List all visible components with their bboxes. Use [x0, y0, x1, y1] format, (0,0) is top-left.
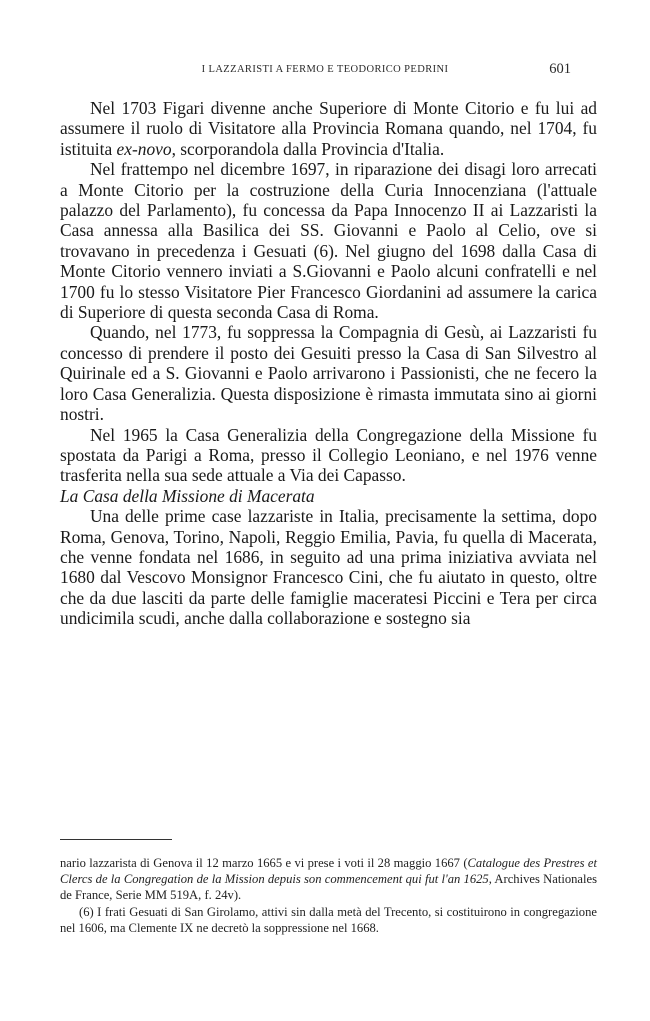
footnote-cont-text-a: nario lazzarista di Genova il 12 marzo 1665 e vi prese i voti il 28 maggio 1667 ( — [60, 856, 468, 870]
paragraph-4: Nel 1965 la Casa Generalizia della Congregazione della Missione fu spostata da Parigi a Roma, presso il Collegio Leoniano, e nel 1976 venne trasferita nella sua sede attuale a Via dei Capasso. — [60, 424, 597, 486]
paragraph-1-italic: ex-novo — [116, 138, 172, 159]
footnote-continuation — [60, 855, 597, 904]
footnotes — [60, 855, 597, 936]
paragraph-5: Una delle prime case lazzariste in Italia, precisamente la settima, dopo Roma, Genova, Torino, Napoli, Reggio Emilia, Pavia, fu quella di Macerata, che venne fondata nel 1686, in seguito ad una prima iniziativa avviata nel 1680 dal Vescovo Monsignor Francesco Cini, che fu aiutato in questo, oltre che da due lasciti da parte delle famiglie maceratesi Piccini e Tera per circa undicimila scudi, anche dalla collaborazione e sostegno sia — [60, 506, 597, 629]
paragraph-1 — [60, 98, 597, 159]
paragraph-2: Nel frattempo nel dicembre 1697, in riparazione dei disagi loro arrecati a Monte Citorio per la costruzione della Curia Innocenziana (l'attuale palazzo del Parlamento), fu concessa da Papa Innocenzo II ai Lazzaristi la Casa annessa alla Basilica dei SS. Giovanni e Paolo al Celio, ove si trovavano in precedenza i Gesuati (6). Nel giugno del 1698 dalla Casa di Monte Citorio vennero inviati a S.Giovanni e Paolo alcuni confratelli e nel 1700 fu lo stesso Visitatore Pier Francesco Giordanini ad assumere la carica di Superiore di questa seconda Casa di Roma. — [60, 159, 597, 323]
body-text — [60, 98, 597, 629]
paragraph-1-tail: , scorporandola dalla Provincia d'Italia. — [171, 138, 445, 159]
running-title: I LAZZARISTI A FERMO E TEODORICO PEDRINI — [201, 64, 449, 75]
paragraph-1-text: Nel 1703 Figari divenne anche Superiore di Monte Citorio e fu lui ad assumere il ruolo di Visitatore alla Provincia Romana quando, nel 1704, fu istituita — [60, 98, 597, 159]
footnote-cont-text-b: , Archives Nationales de France, Serie MM 519A, f. 24v). — [60, 872, 597, 903]
section-heading: La Casa della Missione di Macerata — [60, 485, 315, 506]
footnote-cont-italic: Catalogue des Prestres et Clercs de la Congregation de la Mission depuis son commencement qui fut l'an 1625 — [60, 856, 597, 887]
page-number: 601 — [549, 61, 571, 77]
paragraph-3: Quando, nel 1773, fu soppressa la Compagnia di Gesù, ai Lazzaristi fu concesso di prendere il posto dei Gesuiti presso la Casa di San Silvestro al Quirinale ed a S. Giovanni e Paolo arrivarono i Passionisti, che ne fecero la loro Casa Generalizia. Questa disposizione è rimasta immutata sino ai giorni nostri. — [60, 322, 597, 425]
footnote-6: (6) I frati Gesuati di San Girolamo, attivi sin dalla metà del Trecento, si costituirono in congregazione nel 1606, ma Clemente IX ne decretò la soppressione nel 1668. — [60, 904, 597, 935]
running-header — [0, 61, 650, 81]
footnote-divider — [60, 839, 172, 840]
